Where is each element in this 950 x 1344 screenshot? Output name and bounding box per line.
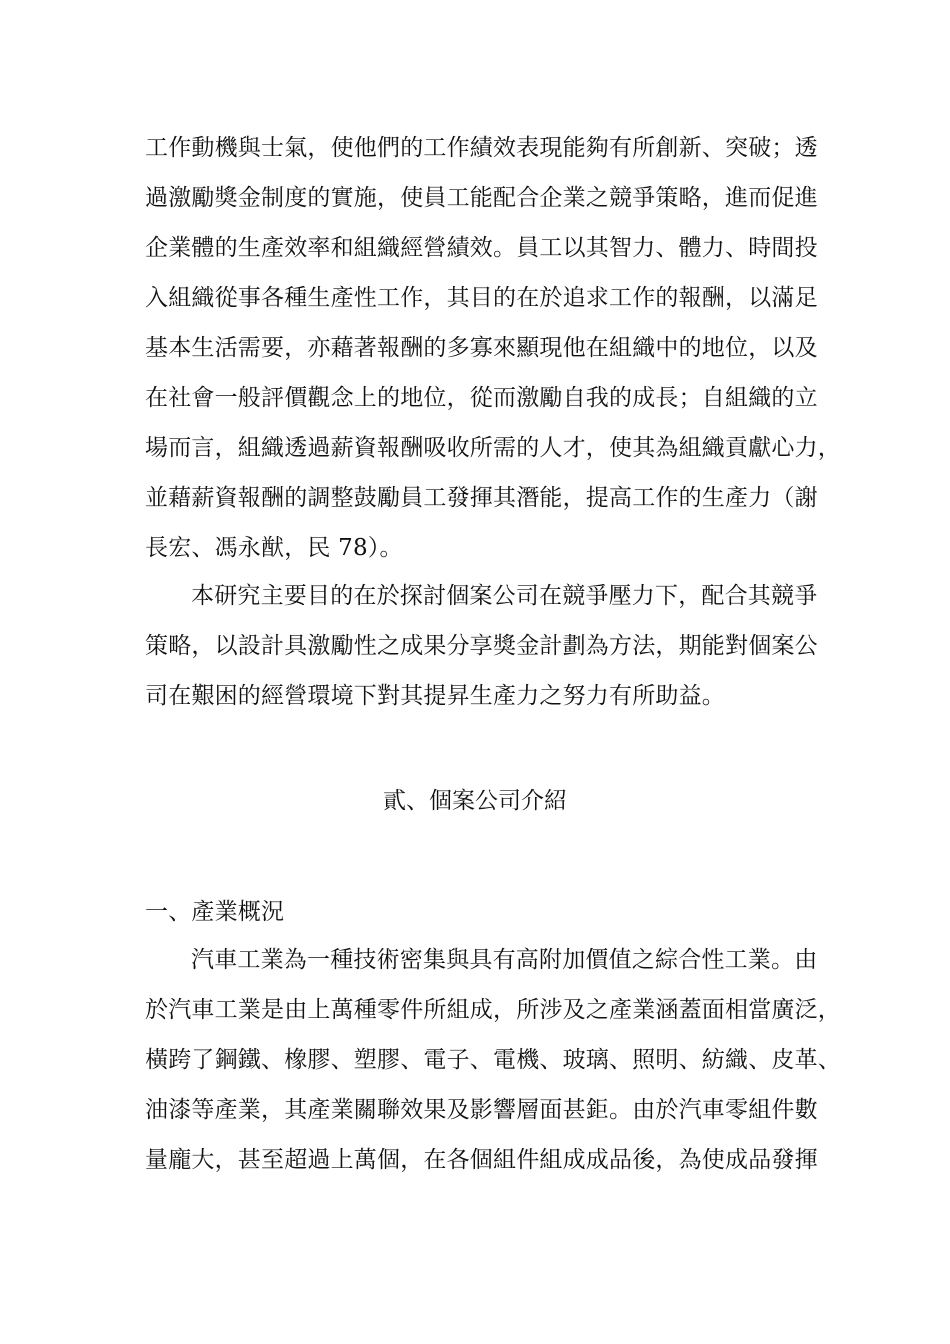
text-line: 於汽車工業是由上萬種零件所組成，所涉及之產業涵蓋面相當廣泛， (145, 997, 841, 1023)
text-line: 場而言，組織透過薪資報酬吸收所需的人才，使其為組織貢獻心力， (145, 435, 841, 461)
text-line: 長宏、馮永猷，民 78）。 (145, 535, 403, 561)
text-line: 橫跨了鋼鐵、橡膠、塑膠、電子、電機、玻璃、照明、紡織、皮革、 (145, 1047, 841, 1073)
text-line: 汽車工業為一種技術密集與具有高附加價值之綜合性工業。由 (191, 947, 818, 973)
text-line: 在社會一般評價觀念上的地位，從而激勵自我的成長；自組織的立 (145, 385, 818, 411)
text-line: 並藉薪資報酬的調整鼓勵員工發揮其潛能，提高工作的生產力（謝 (145, 485, 818, 511)
subsection-title: 一、產業概況 (145, 899, 285, 925)
text-line: 策略，以設計具激勵性之成果分享獎金計劃為方法，期能對個案公 (145, 633, 818, 659)
text-line: 基本生活需要，亦藉著報酬的多寡來顯現他在組織中的地位，以及 (145, 335, 818, 361)
section-title: 貳、個案公司介紹 (383, 788, 567, 814)
text-line: 入組織從事各種生產性工作，其目的在於追求工作的報酬，以滿足 (145, 285, 818, 311)
text-line: 司在艱困的經營環境下對其提昇生產力之努力有所助益。 (145, 683, 725, 709)
text-line: 過激勵獎金制度的實施，使員工能配合企業之競爭策略，進而促進 (145, 185, 818, 211)
text-line: 工作動機與士氣，使他們的工作績效表現能夠有所創新、突破；透 (145, 135, 818, 161)
text-line: 企業體的生產效率和組織經營績效。員工以其智力、體力、時間投 (145, 235, 818, 261)
text-line: 量龐大，甚至超過上萬個，在各個組件組成成品後，為使成品發揮 (145, 1147, 818, 1173)
text-line: 油漆等產業，其產業關聯效果及影響層面甚鉅。由於汽車零組件數 (145, 1097, 818, 1123)
text-line: 本研究主要目的在於探討個案公司在競爭壓力下，配合其競爭 (191, 583, 818, 609)
